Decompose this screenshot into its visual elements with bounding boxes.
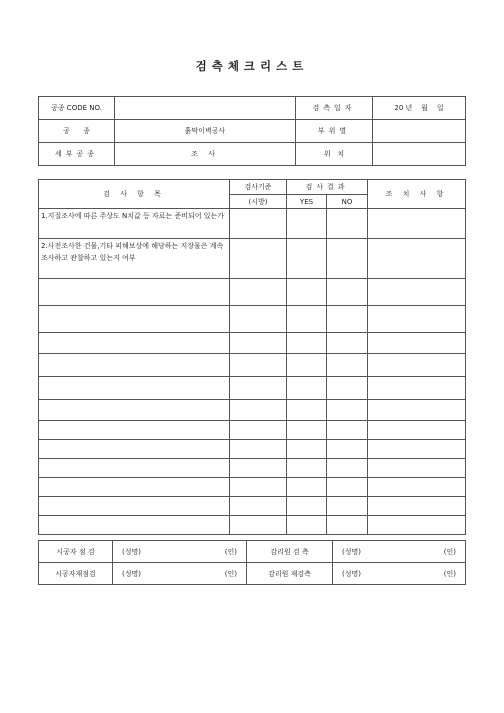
no-header: NO	[327, 195, 368, 209]
contractor-recheck-sign[interactable]	[113, 563, 247, 585]
checklist-row	[39, 209, 466, 239]
yes-cell[interactable]	[287, 440, 327, 459]
no-cell[interactable]	[327, 478, 368, 497]
standard-cell[interactable]	[230, 440, 287, 459]
action-cell[interactable]	[368, 421, 466, 440]
seal-placeholder: (인)	[224, 547, 237, 556]
checklist-row	[39, 400, 466, 421]
checklist-row	[39, 377, 466, 400]
seal-placeholder: (인)	[443, 547, 456, 556]
page-title: 검측체크리스트	[195, 59, 309, 73]
checklist-table	[38, 179, 466, 535]
action-cell[interactable]	[368, 239, 466, 279]
supervisor-check-sign[interactable]	[333, 541, 466, 563]
standard-subheader: (시방)	[230, 195, 287, 209]
yes-header: YES	[287, 195, 327, 209]
action-cell[interactable]	[368, 279, 466, 306]
yes-cell[interactable]	[287, 377, 327, 400]
seal-placeholder: (인)	[224, 569, 237, 578]
work-type-field[interactable]: 흙막이벽공사	[115, 120, 296, 143]
part-label: 부위별	[296, 120, 373, 143]
standard-cell[interactable]	[230, 400, 287, 421]
action-cell[interactable]	[368, 354, 466, 377]
no-cell[interactable]	[327, 354, 368, 377]
standard-cell[interactable]	[230, 421, 287, 440]
signature-table	[38, 540, 466, 585]
no-cell[interactable]	[327, 440, 368, 459]
standard-cell[interactable]	[230, 333, 287, 354]
standard-cell[interactable]	[230, 497, 287, 516]
checklist-row	[39, 516, 466, 535]
no-cell[interactable]	[327, 333, 368, 354]
name-placeholder: (성명)	[122, 547, 141, 556]
item-cell[interactable]	[39, 333, 230, 354]
no-cell[interactable]	[327, 239, 368, 279]
action-cell[interactable]	[368, 478, 466, 497]
checklist-row	[39, 306, 466, 333]
no-cell[interactable]	[327, 377, 368, 400]
action-cell[interactable]	[368, 306, 466, 333]
item-header: 검 사 항 목	[39, 180, 230, 209]
no-cell[interactable]	[327, 459, 368, 478]
yes-cell[interactable]	[287, 354, 327, 377]
name-placeholder: (성명)	[342, 569, 361, 578]
action-cell[interactable]	[368, 209, 466, 239]
item-cell[interactable]	[39, 306, 230, 333]
item-cell[interactable]	[39, 421, 230, 440]
no-cell[interactable]	[327, 421, 368, 440]
checklist-item: 2.사전조사한 건물,기타 피해보상에 해당하는 지장물은 계속 조사하고 관찰하고 있는지 여부	[39, 239, 230, 279]
standard-cell[interactable]	[230, 209, 287, 239]
checklist-row	[39, 497, 466, 516]
yes-cell[interactable]	[287, 333, 327, 354]
action-header: 조 치 사 항	[368, 180, 466, 209]
action-cell[interactable]	[368, 516, 466, 535]
inspection-date-field[interactable]: 20 년 월 일	[373, 97, 466, 120]
item-cell[interactable]	[39, 354, 230, 377]
standard-header: 검사기준	[230, 180, 287, 195]
contractor-check-sign[interactable]	[113, 541, 247, 563]
item-cell[interactable]	[39, 400, 230, 421]
location-label: 위 치	[296, 143, 373, 166]
no-cell[interactable]	[327, 306, 368, 333]
no-cell[interactable]	[327, 279, 368, 306]
yes-cell[interactable]	[287, 279, 327, 306]
standard-cell[interactable]	[230, 306, 287, 333]
name-placeholder: (성명)	[122, 569, 141, 578]
item-cell[interactable]	[39, 440, 230, 459]
supervisor-check-label: 감리원 검 측	[247, 541, 333, 563]
contractor-recheck-label: 시공자재점검	[39, 563, 113, 585]
no-cell[interactable]	[327, 516, 368, 535]
checklist-row	[39, 440, 466, 459]
name-placeholder: (성명)	[342, 547, 361, 556]
no-cell[interactable]	[327, 209, 368, 239]
contractor-check-label: 시공자 점 검	[39, 541, 113, 563]
yes-cell[interactable]	[287, 516, 327, 535]
action-cell[interactable]	[368, 459, 466, 478]
item-cell[interactable]	[39, 377, 230, 400]
result-header: 검사결과	[287, 180, 368, 195]
detail-work-label: 세부공종	[39, 143, 115, 166]
no-cell[interactable]	[327, 497, 368, 516]
standard-cell[interactable]	[230, 279, 287, 306]
part-field[interactable]	[373, 120, 466, 143]
inspection-date-label: 검측일자	[296, 97, 373, 120]
standard-cell[interactable]	[230, 239, 287, 279]
location-field[interactable]	[373, 143, 466, 166]
work-code-field[interactable]	[115, 97, 296, 120]
checklist-row	[39, 478, 466, 497]
yes-cell[interactable]	[287, 400, 327, 421]
work-type-label: 공 종	[39, 120, 115, 143]
action-cell[interactable]	[368, 400, 466, 421]
seal-placeholder: (인)	[443, 569, 456, 578]
supervisor-recheck-label: 감리원 재검측	[247, 563, 333, 585]
item-cell[interactable]	[39, 497, 230, 516]
item-cell[interactable]	[39, 279, 230, 306]
action-cell[interactable]	[368, 377, 466, 400]
standard-cell[interactable]	[230, 478, 287, 497]
action-cell[interactable]	[368, 497, 466, 516]
yes-cell[interactable]	[287, 421, 327, 440]
yes-cell[interactable]	[287, 459, 327, 478]
standard-cell[interactable]	[230, 377, 287, 400]
action-cell[interactable]	[368, 333, 466, 354]
yes-cell[interactable]	[287, 497, 327, 516]
item-cell[interactable]	[39, 459, 230, 478]
item-cell[interactable]	[39, 478, 230, 497]
no-cell[interactable]	[327, 400, 368, 421]
detail-work-field[interactable]: 조 사	[115, 143, 296, 166]
yes-cell[interactable]	[287, 239, 327, 279]
yes-cell[interactable]	[287, 478, 327, 497]
checklist-row	[39, 354, 466, 377]
standard-cell[interactable]	[230, 459, 287, 478]
checklist-item: 1.지질조사에 따른 주상도 N치값 등 자료는 준비되어 있는가	[39, 209, 230, 239]
supervisor-recheck-sign[interactable]	[333, 563, 466, 585]
item-cell[interactable]	[39, 516, 230, 535]
checklist-row	[39, 333, 466, 354]
standard-cell[interactable]	[230, 516, 287, 535]
yes-cell[interactable]	[287, 209, 327, 239]
yes-cell[interactable]	[287, 306, 327, 333]
work-code-label: 공종 CODE NO.	[39, 97, 115, 120]
checklist-row	[39, 279, 466, 306]
checklist-row	[39, 239, 466, 279]
checklist-row	[39, 421, 466, 440]
checklist-row	[39, 459, 466, 478]
action-cell[interactable]	[368, 440, 466, 459]
standard-cell[interactable]	[230, 354, 287, 377]
info-table	[38, 96, 466, 166]
